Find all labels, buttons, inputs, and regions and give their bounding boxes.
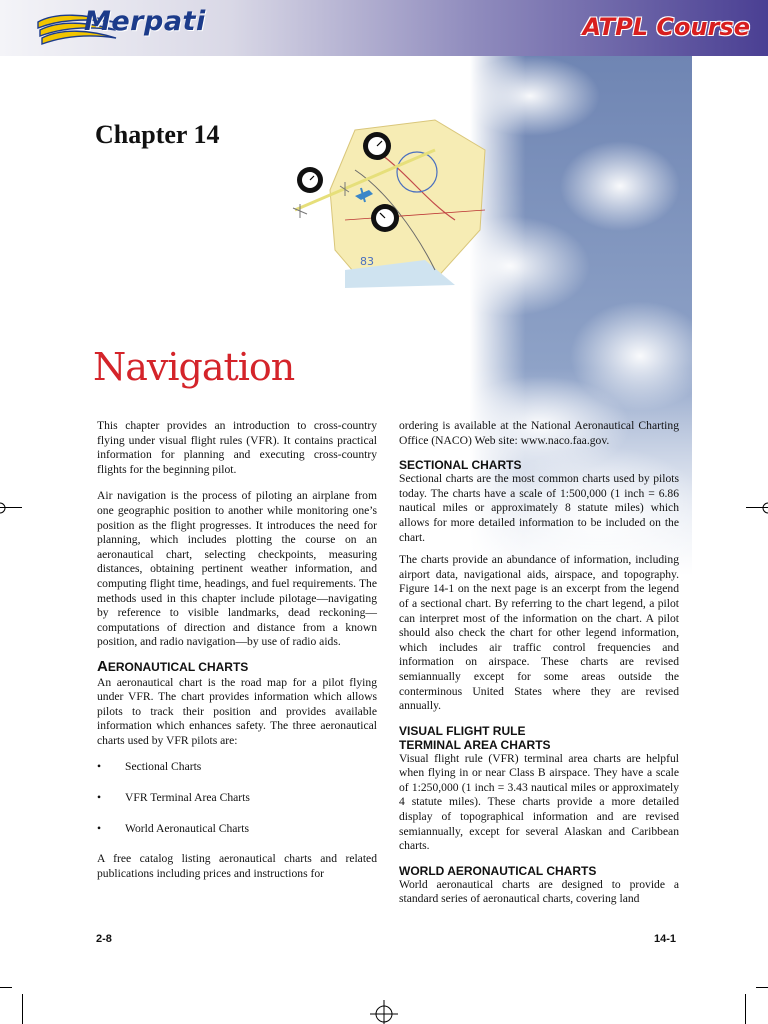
sectional-paragraph-2: The charts provide an abundance of information, including airport data, navigational aids, airspace, and topography. Figure 14-1 on the next page is an excerpt from the legend of a sectional chart. By referring to the chart legend, a pilot can interpret most of the information on the chart. A pilot should also check the chart for other legend information, which includes air traffic control frequencies and information on airspace. These charts are revised semiannually except for some areas outside the conterminous United States where they are revised annually. xyxy=(399,553,679,713)
list-item: • Sectional Charts xyxy=(97,760,202,774)
world-charts-heading: WORLD AERONAUTICAL CHARTS xyxy=(399,863,597,878)
world-paragraph: World aeronautical charts are designed to provide a standard series of aeronautical charts, covering land xyxy=(399,877,679,906)
intro-paragraph: This chapter provides an introduction to cross-country flying under visual flight rules (VFR). It contains practical information for planning and executing cross-country flights for the beginning pilot. xyxy=(97,419,377,476)
ordering-paragraph: ordering is available at the National Aeronautical Charting Office (NACO) Web site: www.naco.faa.gov. xyxy=(399,419,679,447)
folio-left: 2-8 xyxy=(96,933,112,945)
vfr-paragraph: Visual flight rule (VFR) terminal area charts are helpful when flying in or near Class B airspace. They have a scale of 1:250,000 (1 inch = 3.43 nautical miles or approximately 4 statute miles). These charts provide a more detailed display of topographical information and are revised semiannually, except for several Alaskan and Caribbean charts. xyxy=(399,751,679,853)
chapter-label: Chapter 14 xyxy=(95,120,220,149)
course-title: ATPL Course xyxy=(582,13,750,41)
map-label: 83 xyxy=(360,255,374,268)
crop-mark xyxy=(22,994,23,1024)
bullet-icon: • xyxy=(97,760,102,774)
bullet-icon: • xyxy=(97,821,102,835)
left-column xyxy=(97,419,377,889)
list-item: • VFR Terminal Area Charts xyxy=(97,791,250,805)
registration-mark-icon xyxy=(364,998,404,1024)
sectional-paragraph-1: Sectional charts are the most common charts used by pilots today. The charts have a scale of 1:500,000 (1 inch = 6.86 nautical miles or approximately 8 statute miles) which allows for more detailed information to be included on the chart. xyxy=(399,472,679,544)
crop-mark xyxy=(756,987,768,988)
vfr-heading-line-2: TERMINAL AREA CHARTS xyxy=(399,737,551,752)
registration-mark-icon xyxy=(758,502,768,514)
list-item: • World Aeronautical Charts xyxy=(97,821,249,835)
crop-mark xyxy=(0,987,12,988)
page-header xyxy=(0,0,768,56)
chapter-title: Navigation xyxy=(93,345,295,389)
aeronautical-charts-heading xyxy=(97,657,377,676)
sectional-charts-heading: SECTIONAL CHARTS xyxy=(399,458,522,473)
aeronautical-charts-paragraph: An aeronautical chart is the road map for a pilot flying under VFR. The chart provides information which allows pilots to track their position and provides available information which enhances safety. The three aeronautical charts used by VFR pilots are: xyxy=(97,675,377,747)
registration-mark-icon xyxy=(0,502,10,514)
air-navigation-paragraph: Air navigation is the process of piloting an airplane from one geographic position to another while monitoring one’s position as the flight progresses. It introduces the need for planning, which includes plotting the course on an aeronautical chart, selecting checkpoints, measuring distances, obtaining pertinent weather information, and computing flight time, headings, and fuel requirements. The methods used in this chapter include pilotage—navigating by reference to visible landmarks, dead reckoning—computations of direction and distance from a known position, and radio navigation—by use of radio aids. xyxy=(97,489,377,649)
folio-right: 14-1 xyxy=(653,933,676,945)
catalog-paragraph: A free catalog listing aeronautical charts and related publications including prices and instructions for xyxy=(97,852,377,880)
right-column xyxy=(399,419,679,915)
bullet-icon: • xyxy=(97,791,102,805)
vfr-heading-line-1: VISUAL FLIGHT RULE xyxy=(399,723,526,738)
sectional-map-image xyxy=(285,110,495,290)
crop-mark xyxy=(745,994,746,1024)
logo-text: Merpati xyxy=(84,6,206,37)
heading-initial: A xyxy=(97,657,108,675)
heading-rest: ERONAUTICAL CHARTS xyxy=(107,659,249,674)
